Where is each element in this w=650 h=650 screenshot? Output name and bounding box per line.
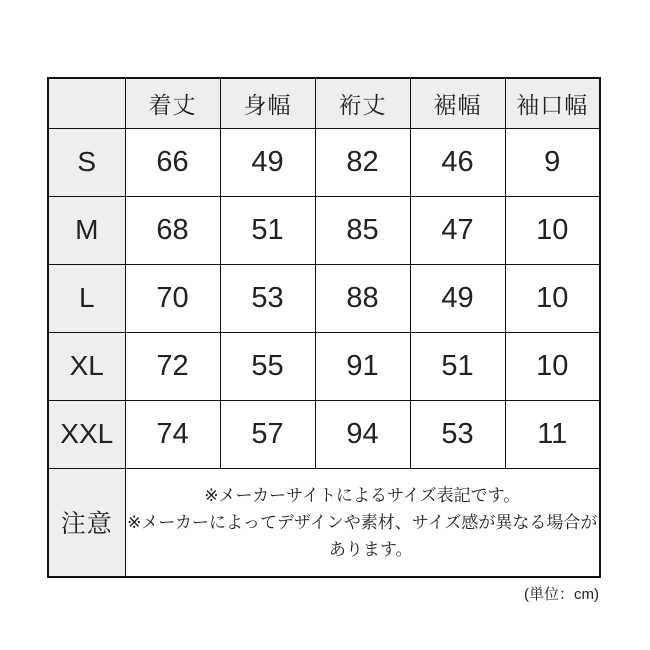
col-header-body-length: 着丈 bbox=[125, 78, 220, 128]
value-cell: 9 bbox=[505, 128, 600, 196]
value-cell: 74 bbox=[125, 400, 220, 468]
value-cell: 46 bbox=[410, 128, 505, 196]
size-chart-table bbox=[47, 77, 601, 578]
col-header-sleeve-length: 裄丈 bbox=[315, 78, 410, 128]
value-cell: 10 bbox=[505, 196, 600, 264]
value-cell: 53 bbox=[220, 264, 315, 332]
note-line: ※メーカーによってデザインや素材、サイズ感が異なる場合が bbox=[127, 512, 598, 532]
note-row bbox=[48, 468, 600, 577]
value-cell: 70 bbox=[125, 264, 220, 332]
col-header-body-width: 身幅 bbox=[220, 78, 315, 128]
value-cell: 10 bbox=[505, 332, 600, 400]
value-cell: 57 bbox=[220, 400, 315, 468]
value-cell: 82 bbox=[315, 128, 410, 196]
value-cell: 85 bbox=[315, 196, 410, 264]
note-text-cell bbox=[125, 468, 600, 577]
note-line: ※メーカーサイトによるサイズ表記です。 bbox=[204, 485, 521, 505]
value-cell: 49 bbox=[410, 264, 505, 332]
value-cell: 47 bbox=[410, 196, 505, 264]
value-cell: 53 bbox=[410, 400, 505, 468]
value-cell: 51 bbox=[220, 196, 315, 264]
size-label-s: S bbox=[48, 128, 125, 196]
table-row-s bbox=[48, 128, 600, 196]
table-row-xl bbox=[48, 332, 600, 400]
value-cell: 68 bbox=[125, 196, 220, 264]
value-cell: 51 bbox=[410, 332, 505, 400]
value-cell: 94 bbox=[315, 400, 410, 468]
size-label-xxl: XXL bbox=[48, 400, 125, 468]
size-label-l: L bbox=[48, 264, 125, 332]
value-cell: 66 bbox=[125, 128, 220, 196]
value-cell: 11 bbox=[505, 400, 600, 468]
col-header-hem-width: 裾幅 bbox=[410, 78, 505, 128]
size-label-xl: XL bbox=[48, 332, 125, 400]
corner-cell bbox=[48, 78, 125, 128]
header-row bbox=[48, 78, 600, 128]
size-label-m: M bbox=[48, 196, 125, 264]
note-line: あります。 bbox=[328, 539, 413, 559]
value-cell: 49 bbox=[220, 128, 315, 196]
unit-caption: (単位：cm) bbox=[524, 586, 599, 603]
table-row-m bbox=[48, 196, 600, 264]
value-cell: 91 bbox=[315, 332, 410, 400]
note-row-label: 注意 bbox=[48, 468, 125, 577]
size-chart-container bbox=[47, 77, 599, 578]
value-cell: 72 bbox=[125, 332, 220, 400]
value-cell: 10 bbox=[505, 264, 600, 332]
table-row-xxl bbox=[48, 400, 600, 468]
col-header-cuff-width: 袖口幅 bbox=[505, 78, 600, 128]
value-cell: 88 bbox=[315, 264, 410, 332]
value-cell: 55 bbox=[220, 332, 315, 400]
table-row-l bbox=[48, 264, 600, 332]
